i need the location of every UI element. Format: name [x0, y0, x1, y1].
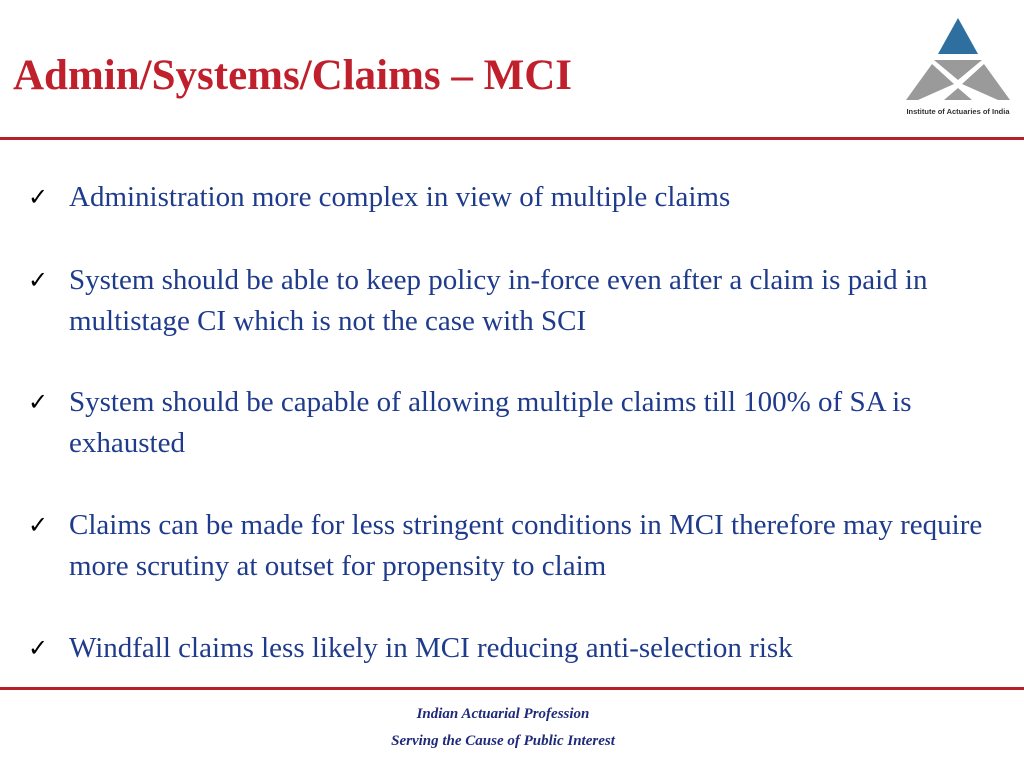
checkmark-icon: ✓: [28, 266, 49, 294]
checkmark-icon: ✓: [28, 183, 49, 211]
bullet-item: [28, 177, 998, 218]
bullet-text: Windfall claims less likely in MCI reducing anti-selection risk: [69, 632, 793, 664]
institute-logo-icon: [896, 14, 1020, 106]
bullet-text: Administration more complex in view of multiple claims: [69, 181, 731, 213]
checkmark-icon: ✓: [28, 388, 49, 416]
footer-profession: Indian Actuarial Profession: [416, 706, 590, 722]
slide-title: Admin/Systems/Claims – MCI: [13, 52, 573, 99]
bullet-item: [28, 628, 998, 669]
footer-divider: [0, 687, 1024, 690]
bullet-item: [28, 260, 998, 342]
bullet-text: Claims can be made for less stringent conditions in MCI therefore may require more scrutiny at outset for propensity to claim: [69, 509, 983, 582]
footer-tagline: Serving the Cause of Public Interest: [391, 733, 615, 749]
header-divider: [0, 137, 1024, 140]
checkmark-icon: ✓: [28, 634, 49, 662]
bullet-item: [28, 382, 998, 464]
bullet-text: System should be capable of allowing multiple claims till 100% of SA is exhausted: [69, 386, 912, 459]
bullet-item: [28, 505, 998, 587]
bullet-text: System should be able to keep policy in-force even after a claim is paid in multistage CI which is not the case with SCI: [69, 264, 928, 337]
institute-logo: [896, 14, 1020, 122]
checkmark-icon: ✓: [28, 511, 49, 539]
logo-caption: Institute of Actuaries of India: [906, 107, 1010, 116]
